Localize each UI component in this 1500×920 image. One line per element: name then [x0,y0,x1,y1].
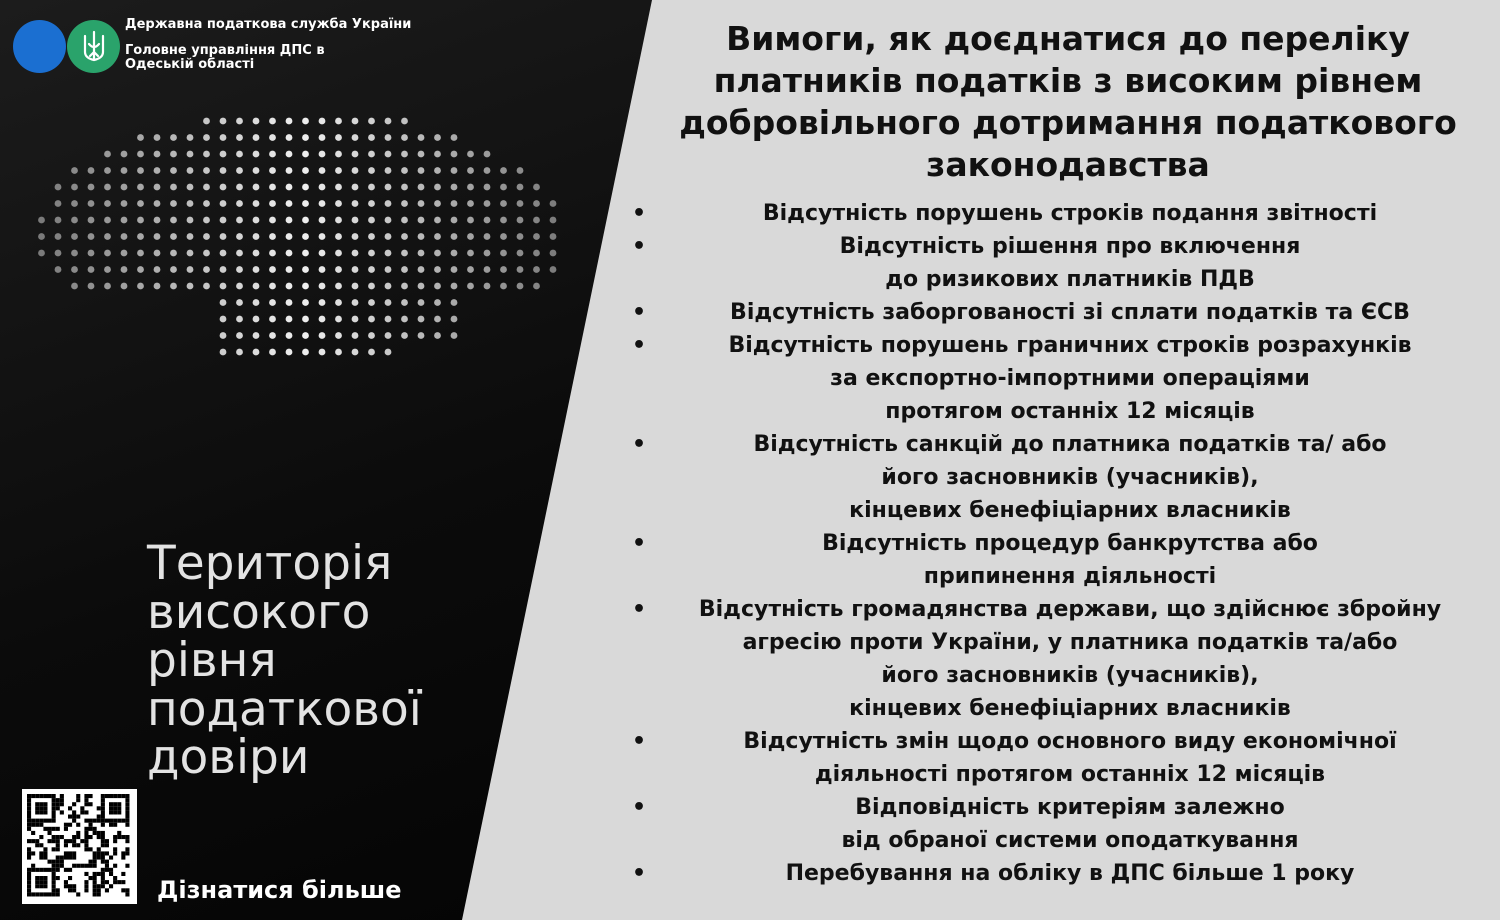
learn-more-link[interactable]: Дізнатися більше [157,876,402,904]
bullet-icon: • [631,531,647,556]
slogan-line: довіри [147,730,310,785]
bullet-icon: • [631,432,647,457]
requirement-text: припинення діяльності [923,564,1217,589]
organization-name: Державна податкова служба України [125,17,412,32]
bullet-icon: • [631,201,647,226]
requirement-text: Перебування на обліку в ДПС більше 1 року [785,861,1355,886]
requirement-text: Відсутність порушень граничних строків розрахунків [728,333,1412,358]
organization-department: Головне управління ДПС в Одеській області [125,43,325,72]
requirement-text: кінцевих бенефіціарних власників [849,696,1291,721]
page-title [654,18,1482,186]
bullet-icon: • [631,729,647,754]
requirement-text: Відсутність порушень строків подання звітності [762,201,1378,226]
qr-code[interactable] [22,789,137,904]
requirement-text: за експортно-імпортними операціями [830,366,1310,391]
requirement-text: Відповідність критеріям залежно [855,795,1285,820]
requirement-text: Відсутність процедур банкрутства або [822,531,1318,556]
bullet-icon: • [631,597,647,622]
ukraine-dot-map-icon [0,0,600,470]
slogan-line: Територія [147,536,393,591]
requirement-text: від обраної системи оподаткування [841,828,1299,853]
bullet-icon: • [631,300,647,325]
title-line: законодавства [926,145,1210,184]
bullet-icon: • [631,333,647,358]
requirement-text: Відсутність змін щодо основного виду економічної [743,729,1397,754]
bullet-icon: • [631,234,647,259]
requirement-text: кінцевих бенефіціарних власників [849,498,1291,523]
requirement-text: його засновників (учасників), [881,465,1259,490]
title-line: платників податків з високим рівнем [713,61,1423,100]
requirement-text: агресію проти України, у платника податків та/або [742,630,1398,655]
requirement-text: Відсутність санкцій до платника податків та/ або [753,432,1387,457]
requirement-text: протягом останніх 12 місяців [885,399,1255,424]
slogan [147,536,422,785]
requirement-text: його засновників (учасників), [881,663,1259,688]
requirement-text: до ризикових платників ПДВ [885,267,1255,292]
title-line: Вимоги, як доєднатися до переліку [726,19,1410,58]
slogan-line: високого [147,584,371,640]
bullet-icon: • [631,861,647,886]
slogan-line: рівня [147,633,277,688]
requirement-text: діяльності протягом останніх 12 місяців [814,762,1326,787]
requirement-text: Відсутність громадянства держави, що здійснює збройну [698,597,1442,622]
slogan-line: податкової [147,681,422,737]
title-line: добровільного дотримання податкового [679,103,1457,142]
bullet-icon: • [631,795,647,820]
requirement-text: Відсутність заборгованості зі сплати податків та ЄСВ [730,300,1410,325]
requirement-text: Відсутність рішення про включення [839,234,1301,259]
